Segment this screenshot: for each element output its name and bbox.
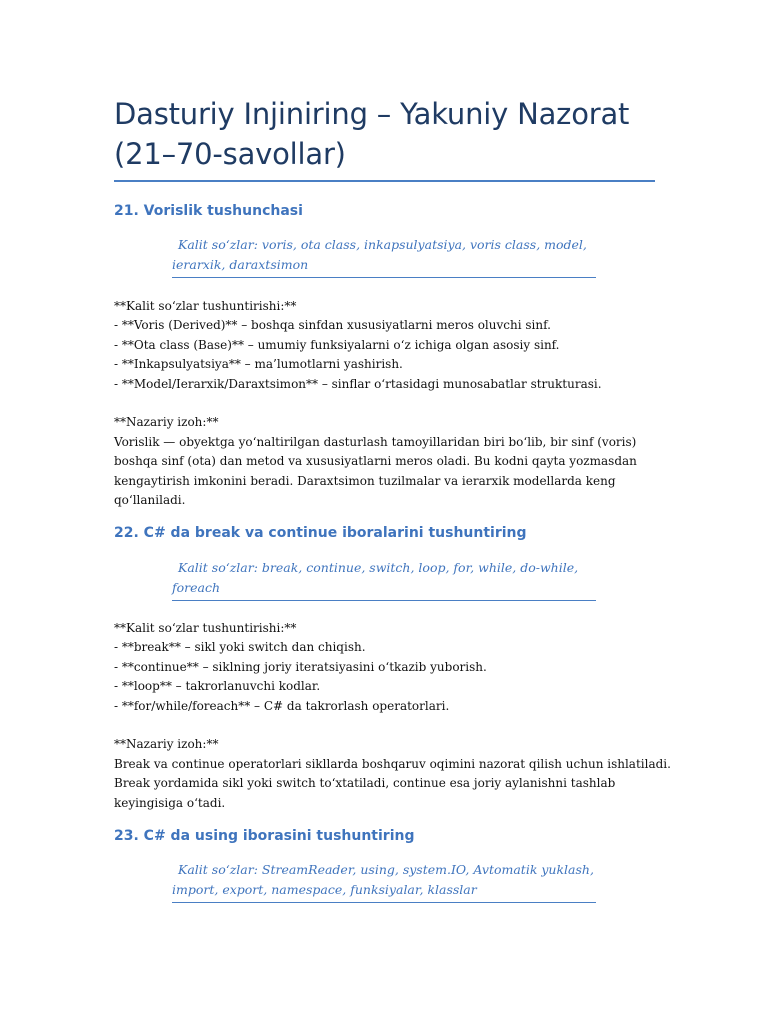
section-body <box>114 619 674 813</box>
nazariy-line: Break va continue operatorlari sikllarda boshqaruv oqimini nazorat qilish uchun ishlatiladi. <box>114 756 671 771</box>
section-22 <box>114 523 674 810</box>
kalit-header: **Kalit so‘zlar tushuntirishi:** <box>114 299 297 313</box>
section-heading: 23. C# da using iborasini tushuntiring <box>114 828 415 844</box>
nazariy-line: keyingisiga o‘tadi. <box>114 795 226 810</box>
keywords-box <box>172 235 596 278</box>
document-title-line-2: (21–70-savollar) <box>114 137 346 171</box>
keywords-box <box>172 558 596 601</box>
nazariy-line: Break yordamida sikl yoki switch to‘xtatiladi, continue esa joriy aylanishni tashlab <box>114 776 616 791</box>
section-23 <box>114 826 674 897</box>
list-item: - **break** – sikl yoki switch dan chiqish. <box>114 640 366 655</box>
keywords-line-1: Kalit so‘zlar: break, continue, switch, loop, for, while, do-while, <box>178 560 579 575</box>
keywords-line-2: import, export, namespace, funksiyalar, klasslar <box>172 882 477 897</box>
section-heading: 21. Vorislik tushunchasi <box>114 203 303 219</box>
list-item: - **for/while/foreach** – C# da takrorlash operatorlari. <box>114 698 450 713</box>
section-heading: 22. C# da break va continue iboralarini tushuntiring <box>114 525 527 541</box>
nazariy-line: kengaytirish imkonini beradi. Daraxtsimon tuzilmalar va ierarxik modellarda keng <box>114 473 616 488</box>
blank-line <box>114 716 674 735</box>
keywords-line-1: Kalit so‘zlar: voris, ota class, inkapsulyatsiya, voris class, model, <box>178 237 587 252</box>
title-underline <box>114 180 655 182</box>
nazariy-header: **Nazariy izoh:** <box>114 737 219 752</box>
nazariy-line: boshqa sinf (ota) dan metod va xususiyatlarni meros oladi. Bu kodni qayta yozmasdan <box>114 454 637 469</box>
kalit-header: **Kalit so‘zlar tushuntirishi:** <box>114 621 297 635</box>
keywords-box <box>172 860 596 903</box>
blank-line <box>114 394 674 413</box>
list-item: - **loop** – takrorlanuvchi kodlar. <box>114 679 321 694</box>
list-item: - **Ota class (Base)** – umumiy funksiyalarni o‘z ichiga olgan asosiy sinf. <box>114 337 560 352</box>
section-body <box>114 297 674 510</box>
nazariy-line: qo‘llaniladi. <box>114 493 186 508</box>
section-21 <box>114 201 674 508</box>
list-item: - **Voris (Derived)** – boshqa sinfdan xususiyatlarni meros oluvchi sinf. <box>114 318 551 333</box>
list-item: - **Model/Ierarxik/Daraxtsimon** – sinflar o‘rtasidagi munosabatlar strukturasi. <box>114 376 602 391</box>
keywords-line-2: ierarxik, daraxtsimon <box>172 257 309 272</box>
document-title <box>114 94 674 174</box>
list-item: - **Inkapsulyatsiya** – ma’lumotlarni yashirish. <box>114 357 403 372</box>
nazariy-line: Vorislik — obyektga yo‘naltirilgan dasturlash tamoyillaridan biri bo‘lib, bir sinf (voris) <box>114 434 637 449</box>
nazariy-header: **Nazariy izoh:** <box>114 415 219 430</box>
list-item: - **continue** – siklning joriy iteratsiyasini o‘tkazib yuborish. <box>114 659 487 674</box>
keywords-line-1: Kalit so‘zlar: StreamReader, using, system.IO, Avtomatik yuklash, <box>178 862 594 877</box>
keywords-line-2: foreach <box>172 580 221 595</box>
document-title-line-1: Dasturiy Injiniring – Yakuniy Nazorat <box>114 97 630 131</box>
